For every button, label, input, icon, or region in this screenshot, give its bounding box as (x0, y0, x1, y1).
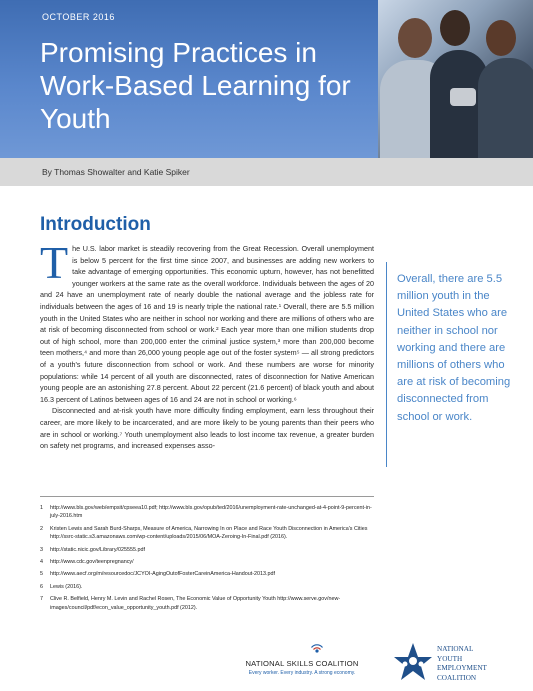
footnote-text: http://www.cdc.gov/teenpregnancy/ (50, 559, 134, 566)
photo-person-head (486, 20, 516, 56)
paragraph-1-text: he U.S. labor market is steadily recovering from the Great Recession. Overall unemployment is below 5 percent for the first time since 2007, and businesses are adding new workers to take advantage of emerging opportunities. This economic upturn, however, has not benefitted younger workers at the same rate as the overall workforce. Individuals between the ages of 20 and 24 have an unemployment rate of nearly double the national average and the jobless rate for individuals between the ages of 16 and 19 is nearly triple the national rate.¹ Overall, there are 5.5 million youth in the United States who are neither in school nor working and there are millions of others who are at risk of becoming disconnected from school or work.² Each year more than one million students drop out of high school, more than 200,000 enter the criminal justice system,³ more than 200,000 become teen mothers,⁴ and more than 26,000 young people age out of the foster system⁵ — all strong predictors of a youth's future disconnection from school or work. And these numbers are worse for minority populations: while 14 percent of all youth are disconnected, rates of disconnection for Native American young people are an astonishing 27.8 percent. About 22 percent (21.6 percent) of black youth and about 16.3 percent of Latinos between ages of 16 and 24 are not in school or working.⁶ (40, 244, 374, 404)
header (0, 0, 533, 158)
footnote-text: http://www.aecf.org/m/resourcedoc/JCYOI-AgingOutofFosterCareinAmerica-Handout-2013.pdf (50, 571, 276, 578)
footnote-divider (40, 496, 374, 497)
photo-person-head (398, 18, 432, 58)
footnotes (40, 504, 374, 616)
paragraph-1 (40, 237, 374, 405)
footnote-number: 5 (40, 571, 43, 578)
nsc-name: NATIONAL SKILLS COALITION (245, 659, 359, 668)
footnote (40, 595, 374, 612)
footnote-text: Clive R. Belfield, Henry M. Levin and Rachel Rosen, The Economic Value of Opportunity Youth http://www.serve.gov/new-images/council/pdf/econ_value_opportunity_youth.pdf (2012). (50, 596, 341, 611)
footnote-text: Kristen Lewis and Sarah Burd-Sharps, Measure of America, Narrowing In on Place and Race Youth Disconnection in America's Cities http://ssrc-static.s3.amazonaws.com/wp-content/uploads/2015/06/MOA-Zeroing-In-Final.pdf (2016). (50, 525, 368, 541)
footnote-number: 1 (40, 505, 43, 511)
nyec-name (437, 645, 487, 683)
signal-icon (310, 641, 324, 655)
pullquote: Overall, there are 5.5 million youth in the United States who are neither in school nor working and there are millions of others who are at risk of becoming disconnected from school or work. (397, 273, 511, 423)
paragraph-2: Disconnected and at-risk youth have more difficulty finding employment, earn less throughout their career, are more likely to be incarcerated, and are more likely to be young parents than their peers who are in school or working.⁷ Youth unemployment also leads to lost income tax revenue, a greater burden on safety net programs, and increased expenses asso- (40, 406, 374, 451)
nyec-line: NATIONAL (437, 645, 474, 653)
body-text (40, 237, 374, 452)
footnote-number: 2 (40, 525, 43, 532)
nyec-logo (392, 641, 512, 685)
byline: By Thomas Showalter and Katie Spiker (42, 167, 190, 177)
footnote-text: http://www.bls.gov/web/empsit/cpseea10.pdf; http://www.bls.gov/opub/ted/2016/unemployment-rate-unchanged-at-4-point-9-percent-in-july-2016.htm (50, 505, 372, 520)
footnote-text: http://static.nicic.gov/Library/025555.pdf (50, 546, 145, 553)
nyec-line: COALITION (437, 673, 477, 682)
pullquote-rule (386, 262, 387, 467)
footnote (40, 546, 374, 554)
photo-person-body (478, 58, 533, 158)
photo-part (450, 88, 476, 106)
footnote (40, 525, 374, 542)
nsc-tagline: Every worker. Every industry. A strong economy. (248, 670, 356, 676)
footnote-number: 4 (40, 559, 43, 566)
drop-cap: T (40, 237, 69, 288)
report-title: Promising Practices in Work-Based Learning for Youth (40, 37, 351, 134)
footnote-number: 6 (40, 583, 43, 590)
footnote-text: Lewis (2016). (50, 583, 83, 590)
footnote (40, 558, 374, 566)
header-photo (378, 0, 533, 158)
section-heading: Introduction (40, 214, 151, 235)
star-icon (392, 641, 434, 683)
photo-person-head (440, 10, 470, 46)
footnote-number: 3 (40, 546, 43, 553)
footnote (40, 583, 374, 591)
footnote-number: 7 (40, 596, 43, 603)
report-date: OCTOBER 2016 (42, 12, 115, 22)
footnote (40, 504, 374, 521)
footnote (40, 570, 374, 578)
nyec-line: YOUTH (437, 654, 463, 663)
nyec-line: EMPLOYMENT (437, 664, 487, 673)
